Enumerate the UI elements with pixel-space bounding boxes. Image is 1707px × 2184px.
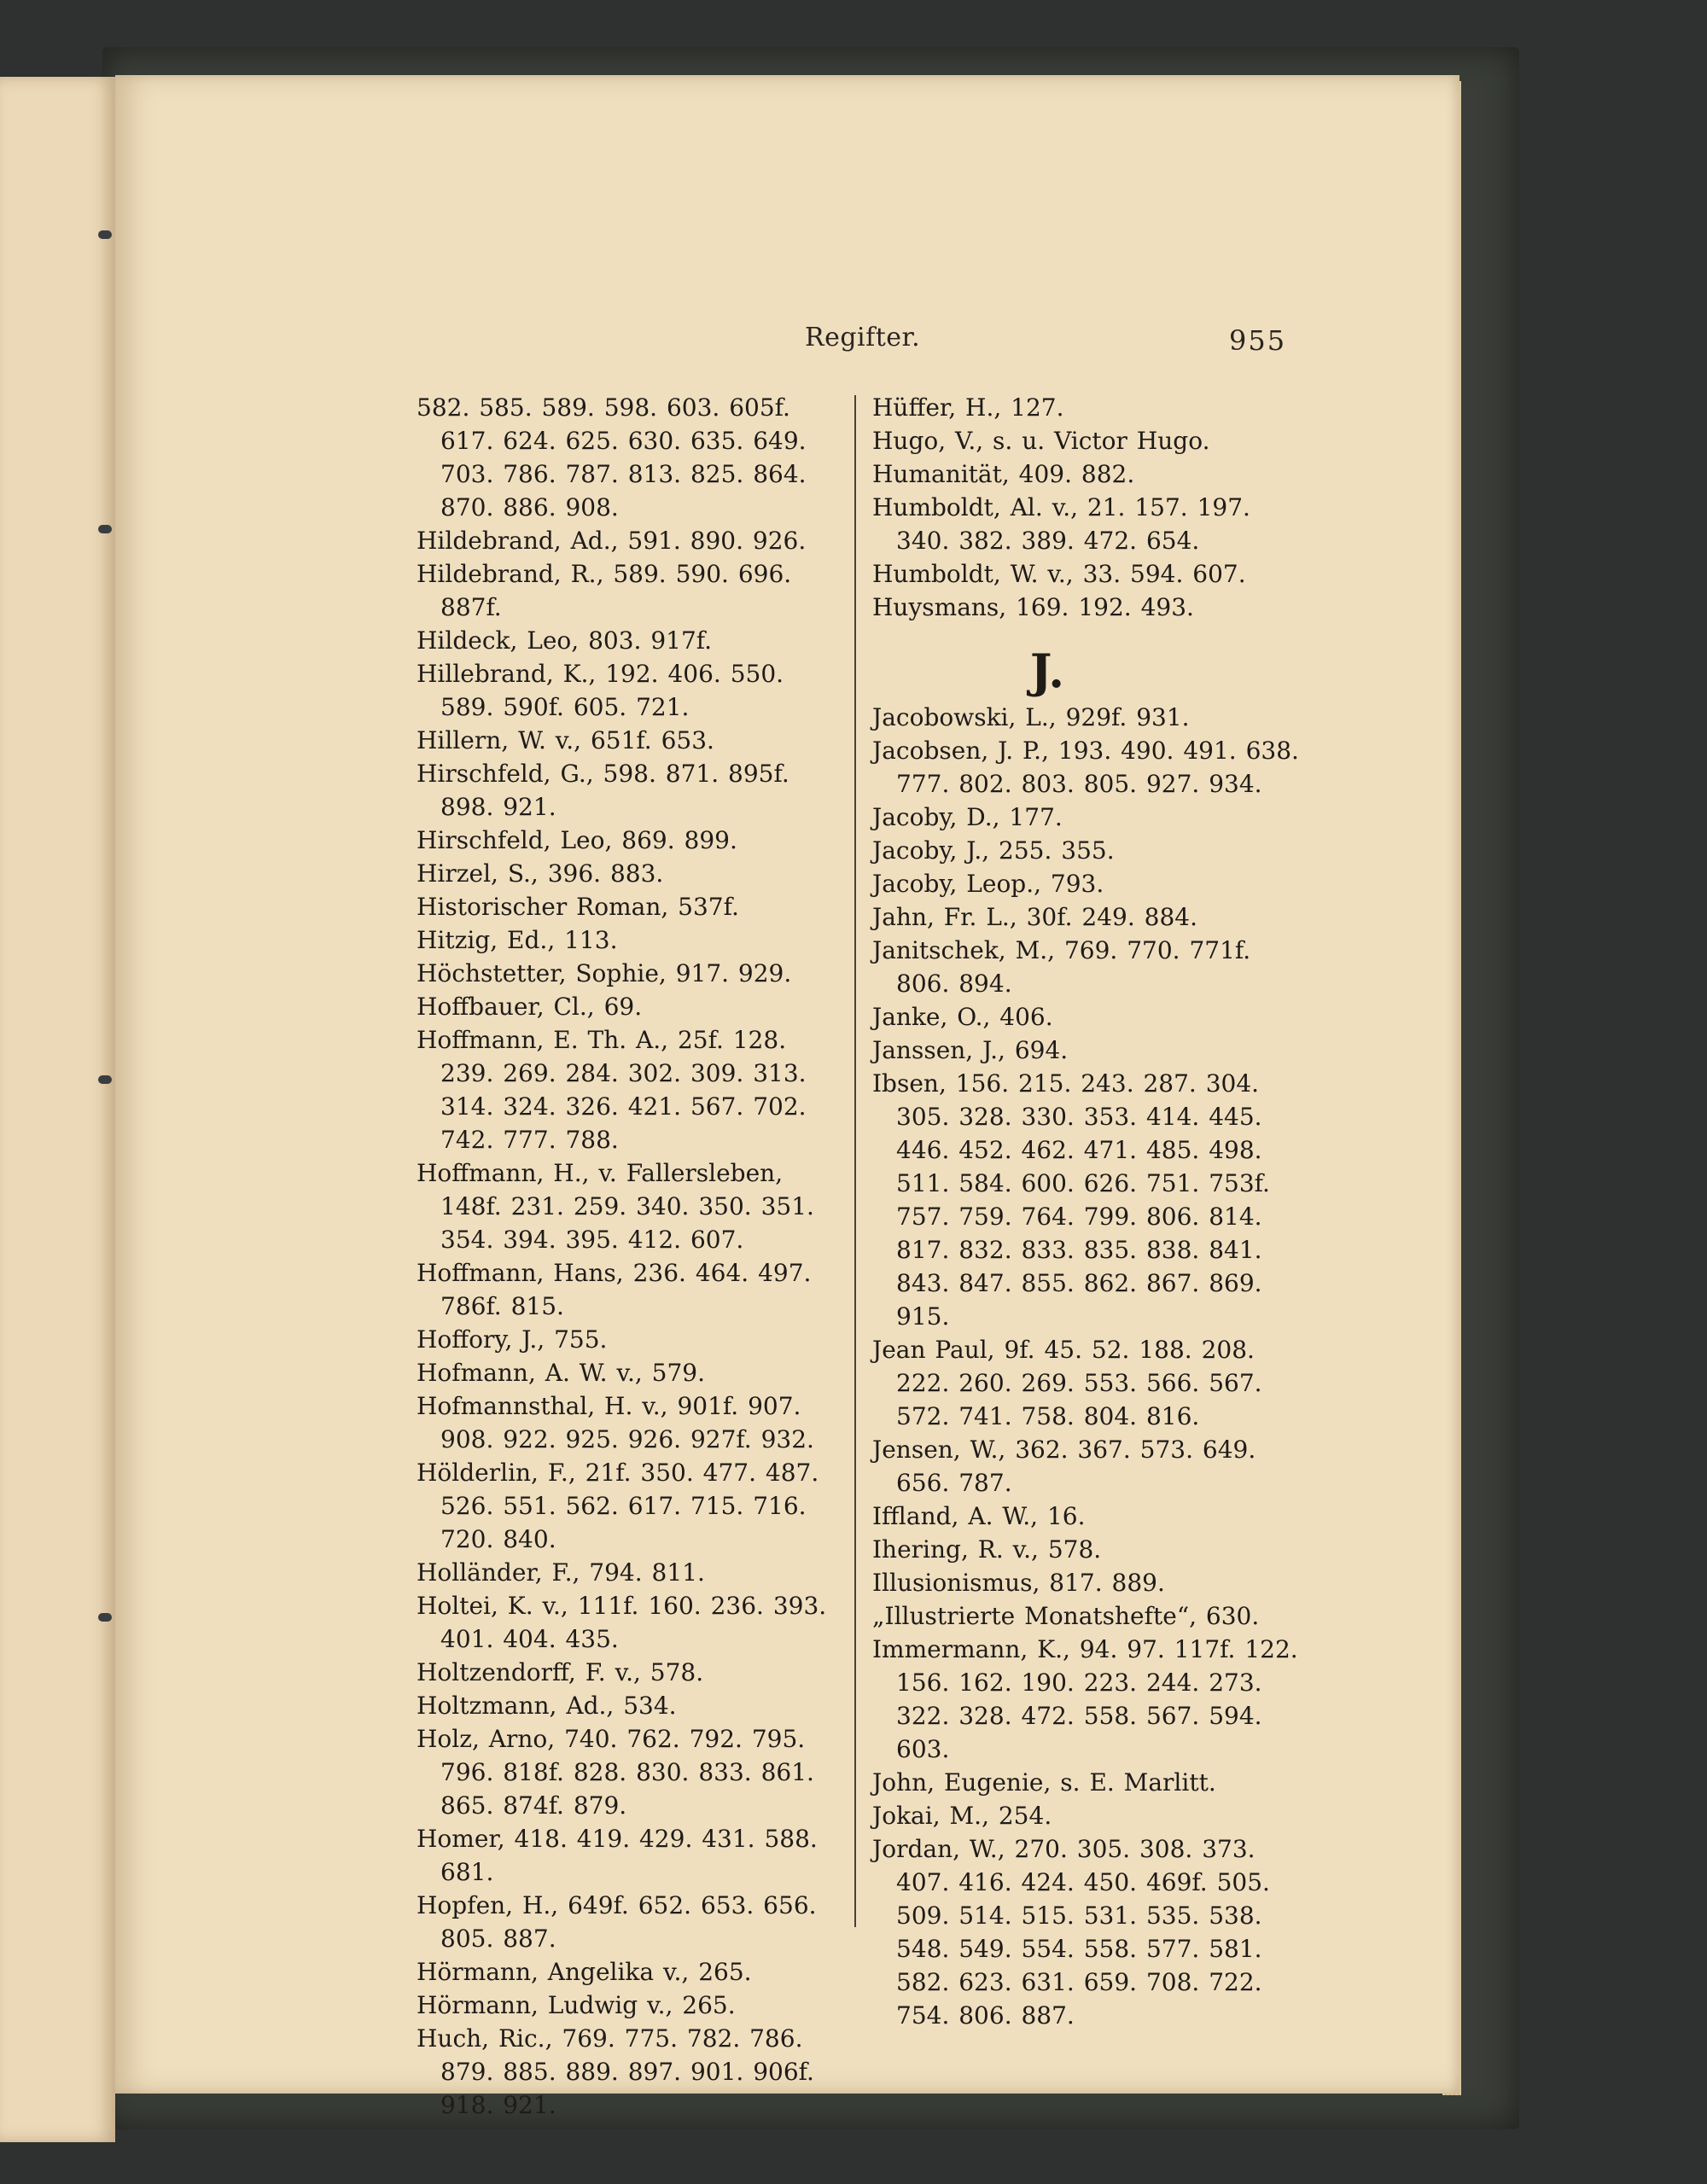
index-entry: Huysmans, 169. 192. 493. [872,593,1194,621]
index-entry: John, Eugenie, s. E. Marlitt. [872,1768,1216,1797]
index-entry: Hoffmann, H., v. Fallersleben, 148f. 231. 259. 340. 350. 351. 354. 394. 395. 412. 607. [417,1159,814,1254]
index-entry: Hoffbauer, Cl., 69. [417,993,643,1021]
page-number: 955 [1229,324,1287,357]
index-entry: Hoffory, J., 755. [417,1325,608,1354]
index-entry: Jacobsen, J. P., 193. 490. 491. 638. 777. 802. 803. 805. 927. 934. [872,737,1299,798]
index-entry: Hillern, W. v., 651f. 653. [417,726,714,754]
index-entry: Jensen, W., 362. 367. 573. 649. 656. 787. [872,1436,1256,1497]
index-entry: Holtei, K. v., 111f. 160. 236. 393. 401. 404. 435. [417,1592,827,1653]
index-entry: Hildebrand, R., 589. 590. 696. 887f. [417,560,792,621]
index-entry: Hillebrand, K., 192. 406. 550. 589. 590f. 605. 721. [417,660,784,721]
index-entry: Holtzmann, Ad., 534. [417,1692,677,1720]
binding-stitch [98,1075,112,1084]
column-divider [854,395,856,1927]
index-entry: Hugo, V., s. u. Victor Hugo. [872,427,1210,455]
index-column-left [417,391,843,2122]
index-entry: Humboldt, W. v., 33. 594. 607. [872,560,1246,588]
index-entry: Ihering, R. v., 578. [872,1535,1102,1564]
index-entry: Iffland, A. W., 16. [872,1502,1086,1530]
index-entry: Holländer, F., 794. 811. [417,1558,705,1587]
index-entry: „Illustrierte Monatshefte“, 630. [872,1602,1260,1630]
index-entry: Jacoby, J., 255. 355. [872,836,1115,865]
index-entry: Historischer Roman, 537f. [417,893,739,921]
index-entry: Janke, O., 406. [872,1003,1053,1031]
index-entry: Jahn, Fr. L., 30f. 249. 884. [872,903,1197,931]
index-entry: Holz, Arno, 740. 762. 792. 795. 796. 818f. 828. 830. 833. 861. 865. 874f. 879. [417,1725,814,1820]
index-entry: Janitschek, M., 769. 770. 771f. 806. 894. [872,936,1251,998]
index-entry: Homer, 418. 419. 429. 431. 588. 681. [417,1825,818,1886]
index-column-right [872,391,1299,2032]
index-entry: Humanität, 409. 882. [872,460,1135,488]
page-header [115,323,1459,365]
index-entry: Hofmannsthal, H. v., 901f. 907. 908. 922. 925. 926. 927f. 932. [417,1392,814,1453]
index-entry: Hölderlin, F., 21f. 350. 477. 487. 526. 551. 562. 617. 715. 716. 720. 840. [417,1459,819,1553]
index-entry: Jacoby, D., 177. [872,803,1063,831]
index-entry: Jokai, M., 254. [872,1802,1052,1830]
index-entry: Jacobowski, L., 929f. 931. [872,703,1190,731]
index-entry: Jean Paul, 9f. 45. 52. 188. 208. 222. 260. 269. 553. 566. 567. 572. 741. 758. 804. 816. [872,1336,1262,1430]
running-head: Regifter. [805,323,921,352]
index-entry: Humboldt, Al. v., 21. 157. 197. 340. 382. 389. 472. 654. [872,493,1250,555]
binding-stitch [98,525,112,533]
index-entry: Höchstetter, Sophie, 917. 929. [417,959,792,987]
index-entry: Hüffer, H., 127. [872,393,1064,422]
index-entry: Hirzel, S., 396. 883. [417,859,664,888]
index-entry: Immermann, K., 94. 97. 117f. 122. 156. 162. 190. 223. 244. 273. 322. 328. 472. 558. 567. 594. 603. [872,1635,1298,1763]
index-entry: Hofmann, A. W. v., 579. [417,1359,705,1387]
index-entry: 582. 585. 589. 598. 603. 605f. 617. 624. 625. 630. 635. 649. 703. 786. 787. 813. 825. 864. 870. 886. 908. [417,393,807,521]
index-entry: Hörmann, Angelika v., 265. [417,1958,752,1986]
index-entry: Hirschfeld, G., 598. 871. 895f. 898. 921. [417,760,789,821]
index-entry: Illusionismus, 817. 889. [872,1569,1165,1597]
index-entry: Hitzig, Ed., 113. [417,926,618,954]
binding-stitch [98,1613,112,1622]
section-letter-heading: J. [1029,644,1065,698]
index-entry: Huch, Ric., 769. 775. 782. 786. 879. 885. 889. 897. 901. 906f. 918. 921. [417,2024,814,2119]
index-entry: Hoffmann, E. Th. A., 25f. 128. 239. 269. 284. 302. 309. 313. 314. 324. 326. 421. 567. 702. 742. 777. 788. [417,1026,807,1154]
index-entry: Hirschfeld, Leo, 869. 899. [417,826,737,854]
index-entry: Hildebrand, Ad., 591. 890. 926. [417,527,807,555]
index-entry: Janssen, J., 694. [872,1036,1069,1064]
index-entry: Hörmann, Ludwig v., 265. [417,1991,736,2019]
index-entry: Jacoby, Leop., 793. [872,870,1104,898]
book-page [115,75,1459,2119]
index-entry: Hoffmann, Hans, 236. 464. 497. 786f. 815. [417,1259,812,1320]
facing-page-edge [0,77,115,2142]
index-entry: Holtzendorff, F. v., 578. [417,1658,704,1686]
binding-stitch [98,230,112,239]
index-entry: Hopfen, H., 649f. 652. 653. 656. 805. 887. [417,1891,817,1953]
index-entry: Hildeck, Leo, 803. 917f. [417,626,713,655]
index-entry: Jordan, W., 270. 305. 308. 373. 407. 416. 424. 450. 469f. 505. 509. 514. 515. 531. 535. 538. 548. 549. 554. 558. 577. 581. 582. 623. 631. 659. 708. 722. 754. 806. 887. [872,1835,1270,2030]
index-entry: Ibsen, 156. 215. 243. 287. 304. 305. 328. 330. 353. 414. 445. 446. 452. 462. 471. 485. 498. 511. 584. 600. 626. 751. 753f. 757. 759. 764. 799. 806. 814. 817. 832. 833. 835. 838. 841. 843. 847. 855. 862. 867. 869. 915. [872,1069,1270,1331]
